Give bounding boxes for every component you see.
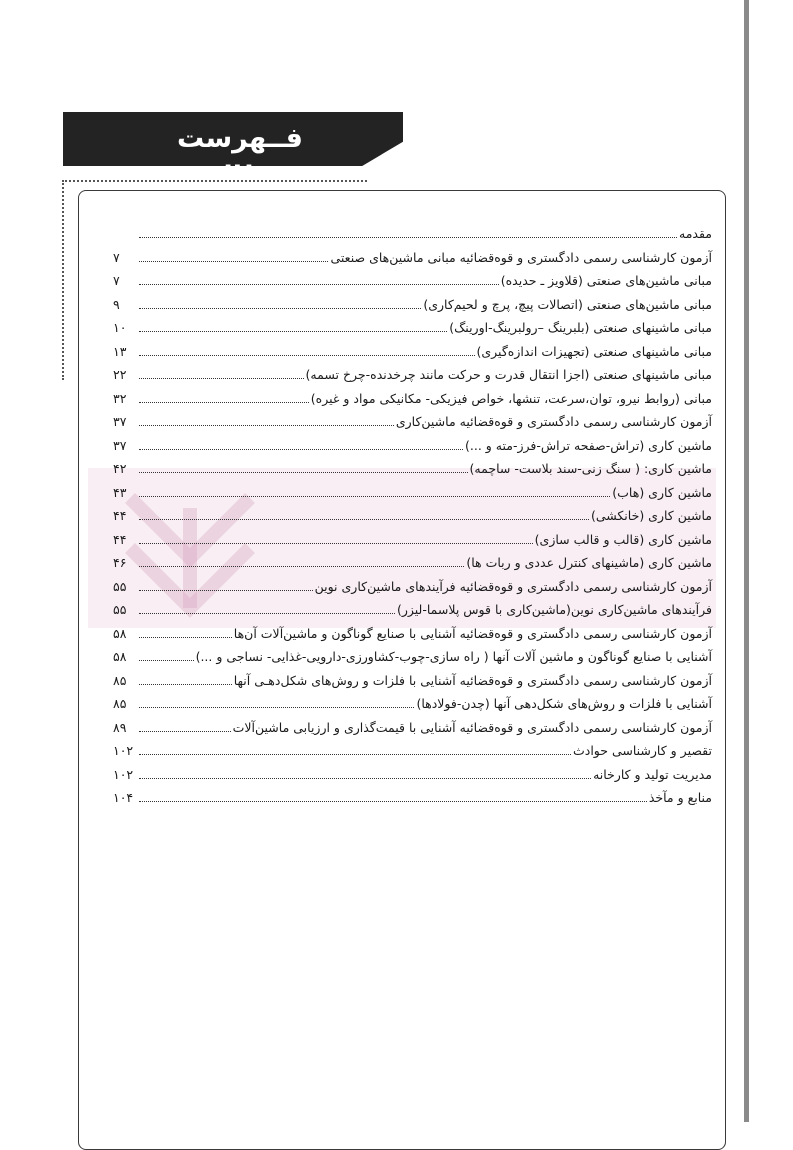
dotted-divider-vertical xyxy=(62,180,64,380)
toc-entry-title: مبانی ماشینهای صنعتی (تجهیزات اندازه‌گیری) xyxy=(476,343,712,359)
toc-dot-leader xyxy=(139,754,571,755)
toc-page-number: ۴۳ xyxy=(113,484,127,500)
toc-entry[interactable] xyxy=(113,340,712,364)
toc-entry[interactable] xyxy=(113,669,712,693)
toc-dot-leader xyxy=(139,637,232,638)
toc-page-number: ۲۲ xyxy=(113,367,127,382)
toc-entry-title: مبانی ماشین‌های صنعتی (قلاویز ـ حدیده) xyxy=(500,273,712,288)
table-of-contents xyxy=(113,222,712,810)
toc-entry[interactable] xyxy=(113,481,712,505)
toc-entry-title: آزمون کارشناسی رسمی دادگستری و قوه‌قضائیه فرآیندهای ماشین‌کاری نوین xyxy=(314,578,712,594)
toc-page-number: ۱۰۲ xyxy=(113,766,134,782)
toc-entry[interactable] xyxy=(113,293,712,317)
toc-page-number: ۸۵ xyxy=(113,672,127,688)
toc-entry-title: ماشین کاری: ( سنگ زنی-سند بلاست- ساچمه) xyxy=(469,461,712,476)
toc-entry-title: مبانی (روابط نیرو، توان،سرعت، تنشها، خواص فیزیکی- مکانیکی مواد و غیره) xyxy=(310,390,712,406)
toc-page-number: ۵۸ xyxy=(113,625,127,641)
toc-dot-leader xyxy=(139,496,610,497)
toc-dot-leader xyxy=(139,449,463,450)
toc-page-number: ۴۴ xyxy=(113,531,127,547)
toc-entry-title: ماشین کاری (هاب) xyxy=(612,484,712,500)
toc-entry-title: آزمون کارشناسی رسمی دادگستری و قوه‌قضائیه مبانی ماشین‌های صنعتی xyxy=(330,249,712,265)
toc-dot-leader xyxy=(139,660,194,661)
toc-entry-title: آزمون کارشناسی رسمی دادگستری و قوه‌قضائیه آشنایی با صنایع گوناگون و ماشین‌آلات آن‌ها xyxy=(233,625,712,641)
toc-dot-leader xyxy=(139,284,499,285)
toc-dot-leader xyxy=(139,378,304,379)
toc-entry[interactable] xyxy=(113,504,712,528)
toc-entry[interactable] xyxy=(113,622,712,646)
toc-entry-title: ماشین کاری (تراش-صفحه تراش-فرز-مته و ...) xyxy=(465,437,712,453)
page-spine-bar xyxy=(744,0,749,1122)
toc-entry[interactable] xyxy=(113,363,712,387)
toc-page-number: ۱۰۴ xyxy=(113,790,134,805)
toc-dot-leader xyxy=(139,543,533,544)
toc-dot-leader xyxy=(139,425,394,426)
toc-page-number: ۷ xyxy=(113,273,120,288)
toc-entry-title: مقدمه xyxy=(679,226,712,241)
toc-entry-title: مبانی ماشین‌های صنعتی (اتصالات پیچ، پرچ و لحیم‌کاری) xyxy=(423,296,712,312)
toc-dot-leader xyxy=(139,308,421,309)
toc-entry[interactable] xyxy=(113,716,712,740)
toc-entry-title: ماشین کاری (خانکشی) xyxy=(590,508,712,523)
dotted-divider-horizontal xyxy=(62,180,367,182)
toc-page-number: ۱۰ xyxy=(113,320,127,335)
toc-entry-title: آشنایی با صنایع گوناگون و ماشین آلات آنها ( راه سازی-چوب-کشاورزی-دارویی-غذایی- نساجی و ...) xyxy=(195,649,712,664)
toc-entry[interactable] xyxy=(113,763,712,787)
toc-page-number: ۳۷ xyxy=(113,414,127,429)
toc-entry[interactable] xyxy=(113,434,712,458)
toc-entry[interactable] xyxy=(113,786,712,810)
toc-entry-title: مدیریت تولید و کارخانه xyxy=(593,766,712,782)
toc-page-number: ۴۴ xyxy=(113,508,127,523)
toc-entry[interactable] xyxy=(113,528,712,552)
toc-entry-title: مبانی ماشینهای صنعتی (اجزا انتقال قدرت و حرکت مانند چرخدنده-چرخ تسمه) xyxy=(305,367,712,382)
toc-dot-leader xyxy=(139,355,475,356)
toc-page-number: ۴۶ xyxy=(113,555,127,570)
toc-entry-title: ماشین کاری (قالب و قالب سازی) xyxy=(534,531,712,547)
toc-entry-title: تقصیر و کارشناسی حوادث xyxy=(572,743,712,758)
page-title: فــهرست مطالب xyxy=(177,123,303,192)
toc-page-number: ۱۰۲ xyxy=(113,743,134,758)
toc-page-number: ۸۵ xyxy=(113,696,127,711)
toc-dot-leader xyxy=(139,261,328,262)
toc-entry[interactable] xyxy=(113,457,712,481)
toc-dot-leader xyxy=(139,684,232,685)
toc-page-number: ۵۸ xyxy=(113,649,127,664)
toc-dot-leader xyxy=(139,472,468,473)
toc-entry-title: آزمون کارشناسی رسمی دادگستری و قوه‌قضائیه آشنایی با قیمت‌گذاری و ارزیابی ماشین‌آلات xyxy=(232,719,712,735)
toc-dot-leader xyxy=(139,707,414,708)
toc-page-number: ۹ xyxy=(113,296,120,312)
toc-entry[interactable] xyxy=(113,387,712,411)
toc-dot-leader xyxy=(139,590,313,591)
toc-entry-title: فرآیندهای ماشین‌کاری نوین(ماشین‌کاری با قوس پلاسما-لیزر) xyxy=(396,602,712,617)
toc-dot-leader xyxy=(139,566,464,567)
toc-page-number: ۳۷ xyxy=(113,437,127,453)
toc-entry-title: آزمون کارشناسی رسمی دادگستری و قوه‌قضائیه آشنایی با فلزات و روش‌های شکل‌دهـی آنها xyxy=(233,672,712,688)
toc-dot-leader xyxy=(139,801,647,802)
toc-entry[interactable] xyxy=(113,739,712,763)
toc-page-number: ۳۲ xyxy=(113,390,127,406)
toc-entry[interactable] xyxy=(113,598,712,622)
toc-entry-title: مبانی ماشینهای صنعتی (بلبرینگ –رولبرینگ-اورینگ) xyxy=(449,320,712,335)
toc-entry[interactable] xyxy=(113,269,712,293)
toc-page-number: ۸۹ xyxy=(113,719,127,735)
toc-dot-leader xyxy=(139,402,309,403)
toc-dot-leader xyxy=(139,778,591,779)
toc-entry[interactable] xyxy=(113,645,712,669)
toc-entry-title: منابع و مآخذ xyxy=(648,790,712,805)
toc-entry[interactable] xyxy=(113,410,712,434)
toc-entry[interactable] xyxy=(113,575,712,599)
toc-dot-leader xyxy=(139,613,395,614)
toc-entry[interactable] xyxy=(113,316,712,340)
toc-entry-title: ماشین کاری (ماشینهای کنترل عددی و ربات ها) xyxy=(466,555,712,570)
toc-entry[interactable] xyxy=(113,551,712,575)
toc-page-number: ۵۵ xyxy=(113,578,127,594)
toc-entry[interactable] xyxy=(113,222,712,246)
toc-entry[interactable] xyxy=(113,246,712,270)
toc-page-number: ۱۳ xyxy=(113,343,127,359)
toc-page-number: ۷ xyxy=(113,249,120,265)
toc-dot-leader xyxy=(139,331,447,332)
toc-entry-title: آزمون کارشناسی رسمی دادگستری و قوه‌قضائیه ماشین‌کاری xyxy=(395,414,712,429)
toc-page-number: ۴۲ xyxy=(113,461,127,476)
toc-page-number: ۵۵ xyxy=(113,602,127,617)
toc-dot-leader xyxy=(139,237,677,238)
toc-entry[interactable] xyxy=(113,692,712,716)
toc-dot-leader xyxy=(139,519,589,520)
toc-dot-leader xyxy=(139,731,231,732)
toc-entry-title: آشنایی با فلزات و روش‌های شکل‌دهی آنها (چدن-فولادها) xyxy=(416,696,712,711)
